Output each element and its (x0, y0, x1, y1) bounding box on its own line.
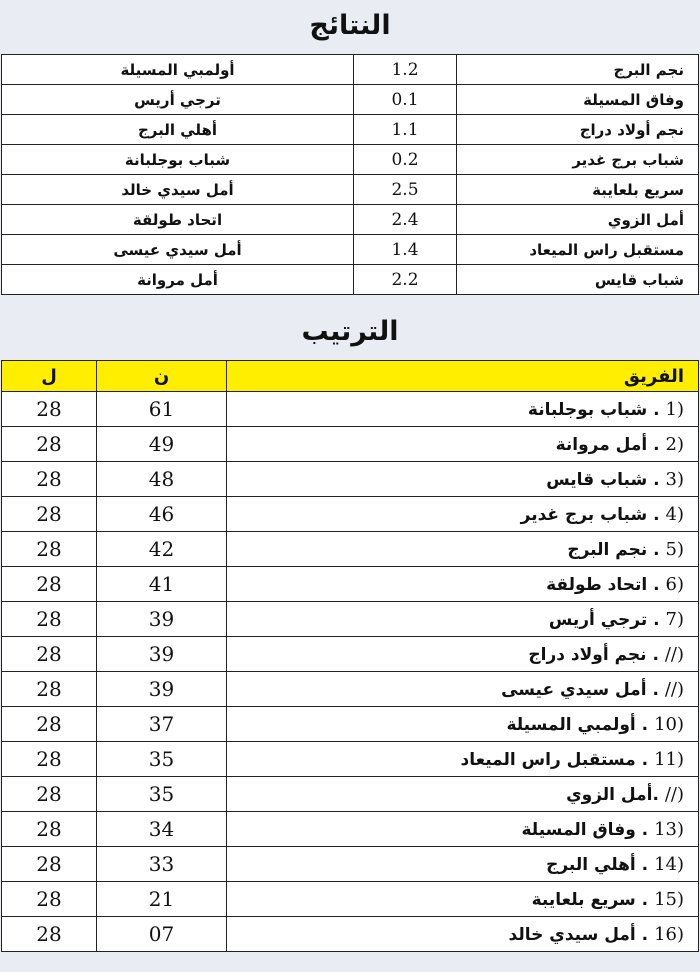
played-count: 28 (2, 637, 97, 672)
played-count: 28 (2, 812, 97, 847)
rank-number: //) (664, 678, 684, 700)
away-team: أمل سيدي عيسى (2, 235, 354, 265)
standings-row (2, 672, 699, 707)
team-cell (227, 777, 699, 812)
points-value: 39 (97, 637, 227, 672)
standings-table (1, 360, 699, 952)
team-cell (227, 637, 699, 672)
points-value: 35 (97, 777, 227, 812)
team-cell (227, 567, 699, 602)
team-name: . شباب برج غدير (520, 504, 660, 525)
results-title: النتائج (309, 10, 391, 41)
match-row (2, 115, 699, 145)
team-name: . أمل سيدي خالد (508, 924, 649, 945)
team-cell (227, 847, 699, 882)
results-table-body (2, 55, 699, 295)
played-count: 28 (2, 917, 97, 952)
team-cell (227, 672, 699, 707)
points-value: 42 (97, 532, 227, 567)
played-count: 28 (2, 392, 97, 427)
rank-number: 4) (665, 503, 684, 525)
standings-row (2, 602, 699, 637)
rank-number: 11) (654, 748, 684, 770)
rank-number: 15) (654, 888, 684, 910)
points-value: 41 (97, 567, 227, 602)
played-count: 28 (2, 672, 97, 707)
home-team: وفاق المسيلة (457, 85, 699, 115)
team-name: . مستقبل راس الميعاد (460, 749, 649, 770)
standings-row (2, 777, 699, 812)
rank-number: 2) (665, 433, 684, 455)
played-count: 28 (2, 497, 97, 532)
rank-number: 6) (665, 573, 684, 595)
match-score: 0.2 (354, 145, 457, 175)
match-row (2, 55, 699, 85)
team-name: . سريع بلعايبة (531, 889, 649, 910)
team-name: . نجم أولاد دراج (528, 644, 659, 665)
standings-row (2, 427, 699, 462)
match-score: 2.2 (354, 265, 457, 295)
played-count: 28 (2, 742, 97, 777)
rank-number: //) (664, 643, 684, 665)
points-value: 49 (97, 427, 227, 462)
standings-header-row (2, 361, 699, 392)
match-row (2, 175, 699, 205)
points-column-header: ن (97, 361, 227, 392)
points-value: 07 (97, 917, 227, 952)
rank-number: 3) (665, 468, 684, 490)
team-name: . اتحاد طولقة (546, 574, 660, 595)
standings-row (2, 882, 699, 917)
team-column-header: الفريق (227, 361, 699, 392)
home-team: أمل الزوي (457, 205, 699, 235)
team-name: . شباب قايس (546, 469, 660, 490)
points-value: 37 (97, 707, 227, 742)
away-team: شباب بوجلبانة (2, 145, 354, 175)
rank-number: //) (664, 783, 684, 805)
played-count: 28 (2, 882, 97, 917)
match-score: 2.5 (354, 175, 457, 205)
team-name: .أمل الزوي (566, 784, 659, 805)
points-value: 33 (97, 847, 227, 882)
standings-row (2, 567, 699, 602)
points-value: 61 (97, 392, 227, 427)
rank-number: 13) (654, 818, 684, 840)
standings-row (2, 637, 699, 672)
standings-title: الترتيب (301, 316, 399, 347)
away-team: اتحاد طولقة (2, 205, 354, 235)
points-value: 39 (97, 672, 227, 707)
home-team: نجم البرج (457, 55, 699, 85)
away-team: أمل سيدي خالد (2, 175, 354, 205)
away-team: أمل مروانة (2, 265, 354, 295)
results-table (1, 54, 699, 295)
rank-number: 1) (665, 398, 684, 420)
standings-row (2, 742, 699, 777)
match-score: 2.4 (354, 205, 457, 235)
played-count: 28 (2, 532, 97, 567)
standings-row (2, 497, 699, 532)
match-row (2, 145, 699, 175)
team-name: . أمل مروانة (555, 434, 660, 455)
team-name: . وفاق المسيلة (521, 819, 649, 840)
team-name: . أمل سيدي عيسى (501, 679, 659, 700)
rank-number: 7) (665, 608, 684, 630)
played-count: 28 (2, 602, 97, 637)
away-team: أهلي البرج (2, 115, 354, 145)
match-score: 1.4 (354, 235, 457, 265)
standings-row (2, 847, 699, 882)
team-cell (227, 882, 699, 917)
away-team: ترجي أريس (2, 85, 354, 115)
home-team: شباب قايس (457, 265, 699, 295)
standings-row (2, 532, 699, 567)
played-count: 28 (2, 777, 97, 812)
played-count: 28 (2, 462, 97, 497)
match-row (2, 265, 699, 295)
team-cell (227, 707, 699, 742)
away-team: أولمبي المسيلة (2, 55, 354, 85)
team-name: . نجم البرج (567, 539, 660, 560)
team-name: . أهلي البرج (546, 854, 649, 875)
points-value: 21 (97, 882, 227, 917)
home-team: نجم أولاد دراج (457, 115, 699, 145)
match-row (2, 205, 699, 235)
points-value: 34 (97, 812, 227, 847)
match-score: 1.2 (354, 55, 457, 85)
team-cell (227, 462, 699, 497)
points-value: 46 (97, 497, 227, 532)
rank-number: 16) (654, 923, 684, 945)
match-row (2, 235, 699, 265)
match-score: 1.1 (354, 115, 457, 145)
played-count: 28 (2, 707, 97, 742)
team-cell (227, 602, 699, 637)
team-cell (227, 742, 699, 777)
points-value: 48 (97, 462, 227, 497)
team-name: . أولمبي المسيلة (506, 714, 649, 735)
points-value: 39 (97, 602, 227, 637)
played-column-header: ل (2, 361, 97, 392)
team-name: . ترجي أريس (548, 609, 660, 630)
standings-row (2, 392, 699, 427)
rank-number: 5) (665, 538, 684, 560)
standings-table-body (2, 392, 699, 952)
played-count: 28 (2, 567, 97, 602)
standings-row (2, 812, 699, 847)
team-name: . شباب بوجلبانة (527, 399, 660, 420)
match-row (2, 85, 699, 115)
team-cell (227, 427, 699, 462)
team-cell (227, 917, 699, 952)
standings-row (2, 917, 699, 952)
team-cell (227, 532, 699, 567)
played-count: 28 (2, 847, 97, 882)
home-team: مستقبل راس الميعاد (457, 235, 699, 265)
match-score: 0.1 (354, 85, 457, 115)
rank-number: 10) (654, 713, 684, 735)
points-value: 35 (97, 742, 227, 777)
home-team: سريع بلعايبة (457, 175, 699, 205)
rank-number: 14) (654, 853, 684, 875)
home-team: شباب برج غدير (457, 145, 699, 175)
standings-row (2, 707, 699, 742)
standings-row (2, 462, 699, 497)
team-cell (227, 812, 699, 847)
played-count: 28 (2, 427, 97, 462)
team-cell (227, 497, 699, 532)
team-cell (227, 392, 699, 427)
